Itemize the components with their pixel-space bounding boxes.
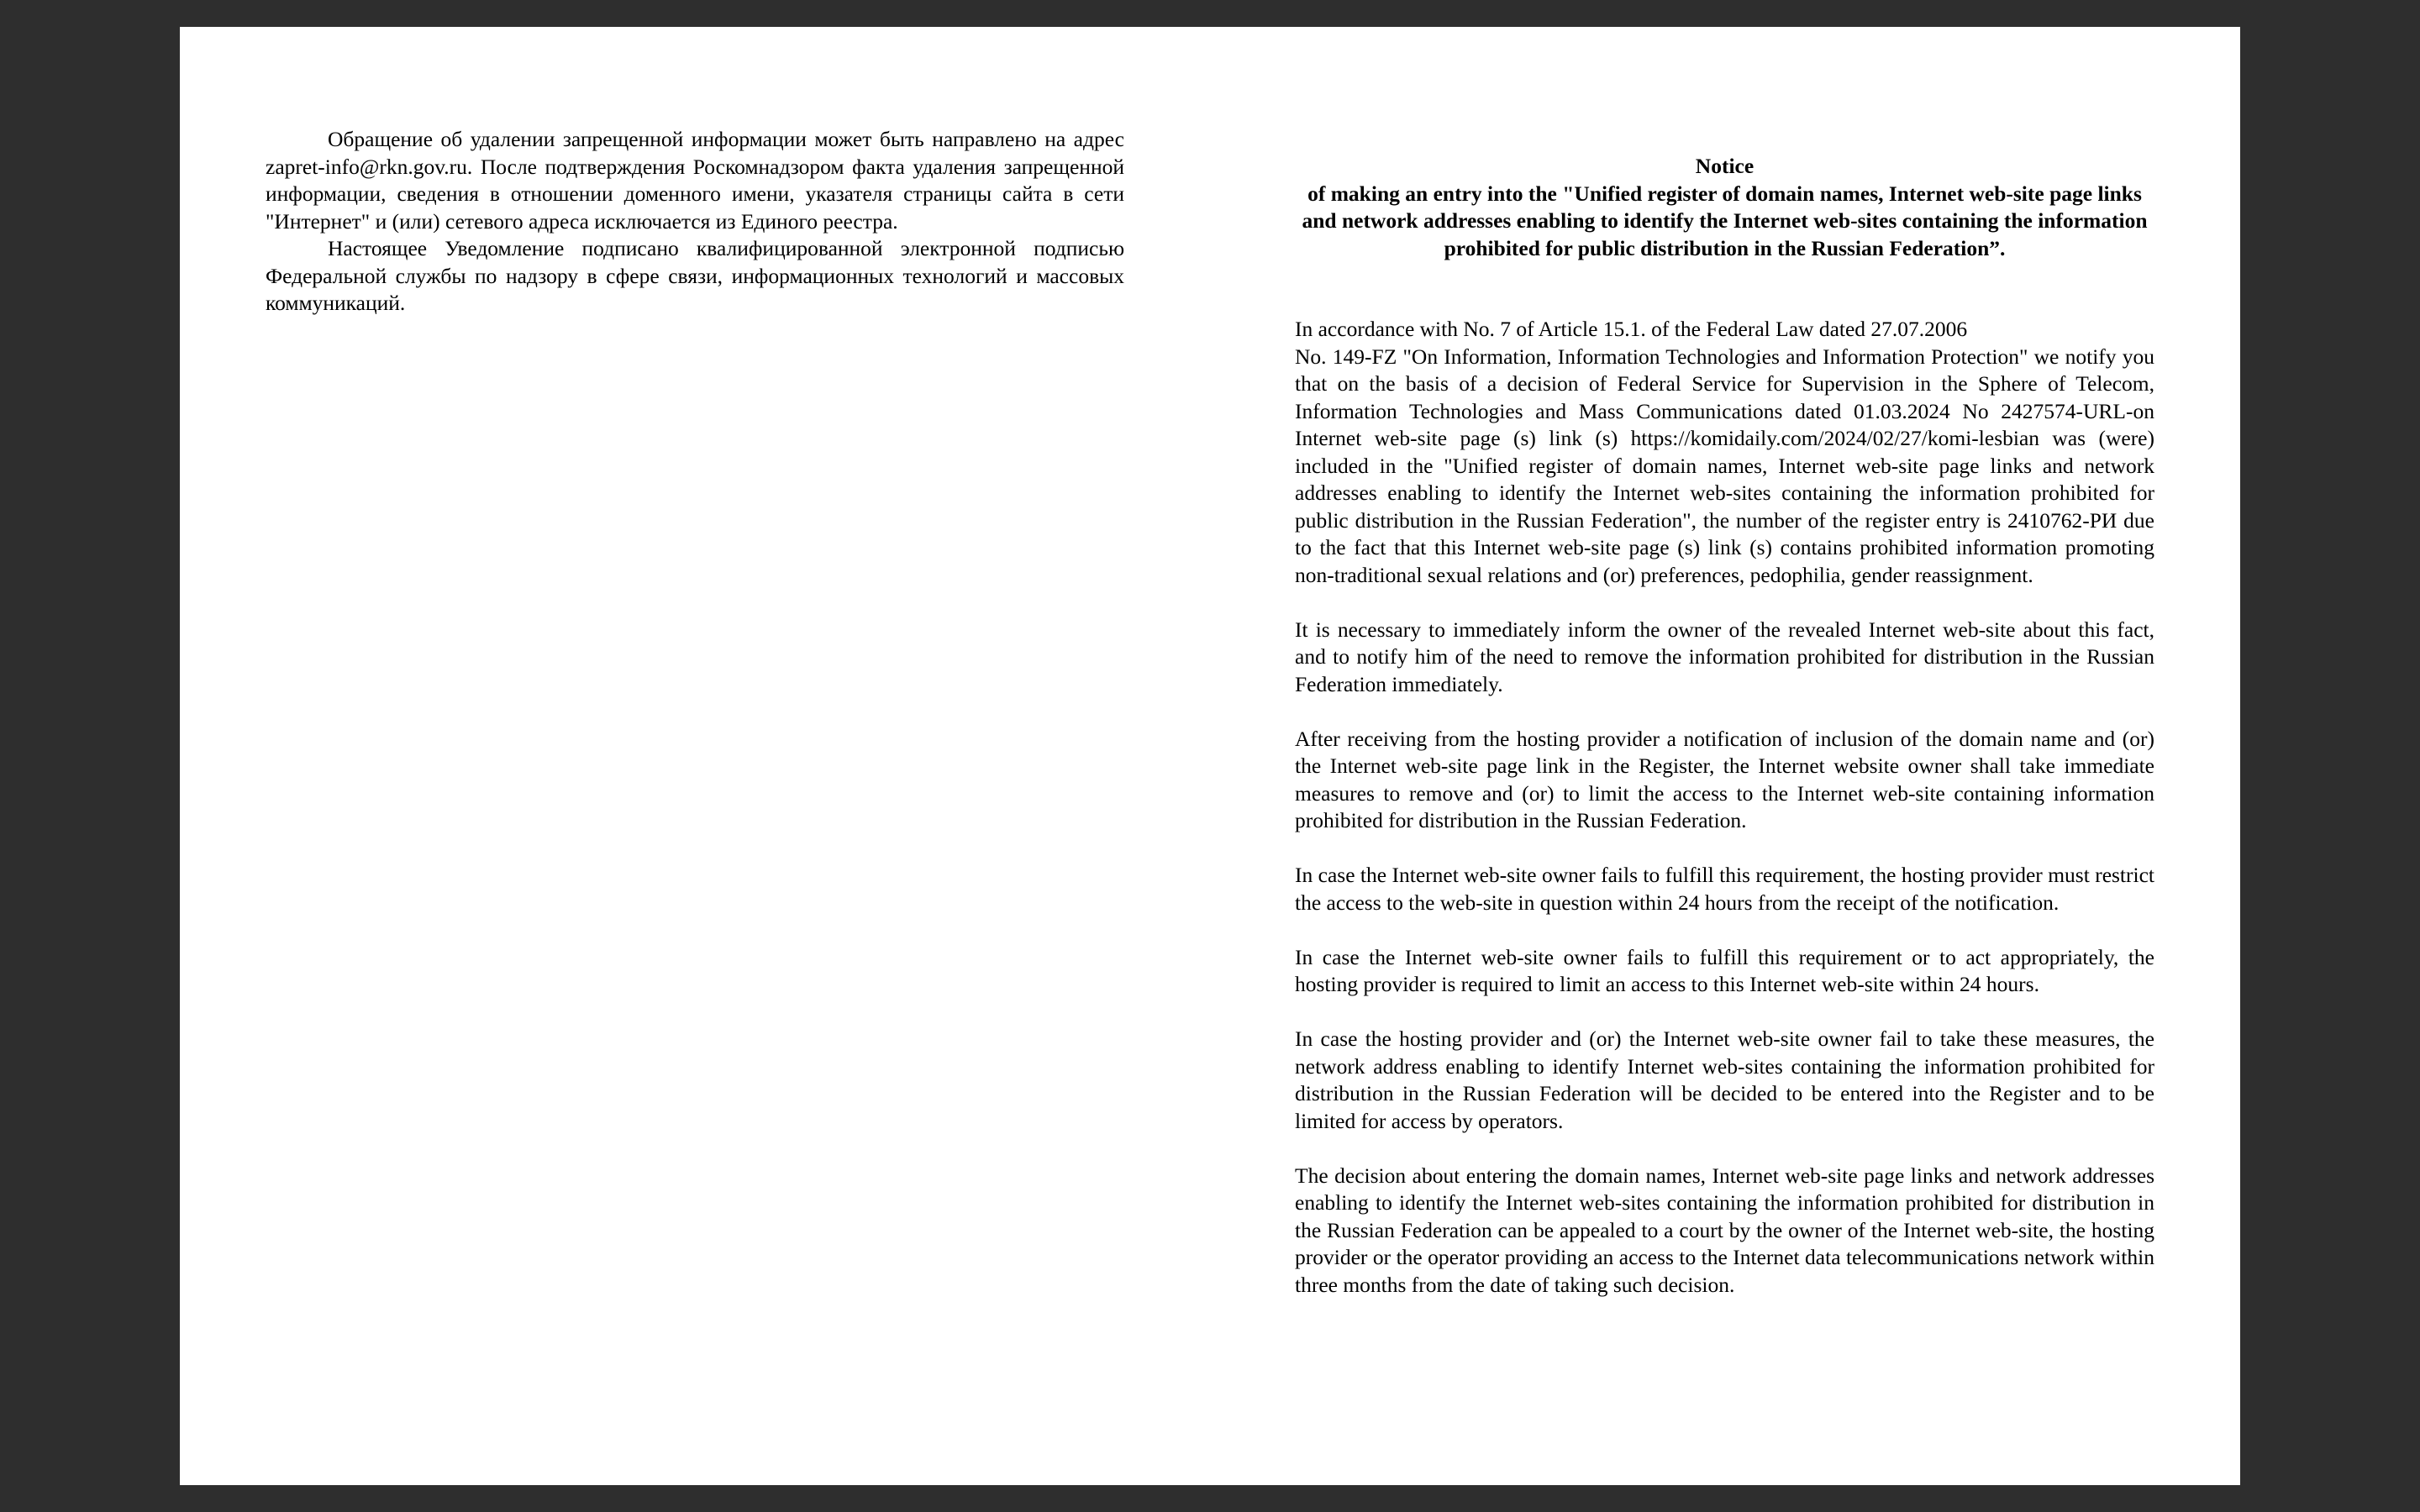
right-paragraph-1-intro: In accordance with No. 7 of Article 15.1. of the Federal Law dated 27.07.2006	[1295, 317, 1968, 341]
notice-title-block	[1295, 153, 2154, 262]
right-paragraph-7: The decision about entering the domain names, Internet web-site page links and network addresses enabling to identify the Internet web-sites containing the information prohibited for distribution in the Russian Federation can be appealed to a court by the owner of the Internet web-site, the hosting provider or the operator providing an access to the Internet data telecommunications network within three months from the date of taking such decision.	[1295, 1163, 2154, 1297]
left-page-text	[266, 126, 1124, 318]
notice-title: Notice	[1695, 154, 1754, 178]
left-paragraph-1: Обращение об удалении запрещенной информации может быть направлено на адрес zapret-info@rkn.gov.ru. После подтверждения Роскомнадзором факта удаления запрещенной информации, сведения в отношении доменного имени, указателя страницы сайта в сети "Интернет" и (или) сетевого адреса исключается из Единого реестра.	[266, 127, 1124, 234]
right-paragraph-1	[1295, 316, 2154, 589]
right-paragraph-3: After receiving from the hosting provider a notification of inclusion of the domain name and (or) the Internet web-site page link in the Register, the Internet website owner shall take immediate measures to remove and (or) to limit the access to the Internet web-site containing information prohibited for distribution in the Russian Federation.	[1295, 726, 2154, 832]
notice-subtitle: of making an entry into the "Unified register of domain names, Internet web-site page links and network addresses enabling to identify the Internet web-sites containing the information prohibited for public distribution in the Russian Federation”.	[1302, 181, 2148, 260]
right-page-text	[1295, 153, 2154, 1326]
right-paragraph-5: In case the Internet web-site owner fails to fulfill this requirement or to act appropriately, the hosting provider is required to limit an access to this Internet web-site within 24 hours.	[1295, 944, 2154, 996]
left-paragraph-2: Настоящее Уведомление подписано квалифицированной электронной подписью Федеральной службы по надзору в сфере связи, информационных технологий и массовых коммуникаций.	[266, 236, 1124, 315]
right-paragraph-4: In case the Internet web-site owner fails to fulfill this requirement, the hosting provider must restrict the access to the web-site in question within 24 hours from the receipt of the notification.	[1295, 863, 2154, 915]
right-paragraph-6: In case the hosting provider and (or) the Internet web-site owner fail to take these measures, the network address enabling to identify Internet web-sites containing the information prohibited for distribution in the Russian Federation will be decided to be entered into the Register and to be limited for access by operators.	[1295, 1026, 2154, 1133]
right-paragraph-2: It is necessary to immediately inform the owner of the revealed Internet web-site about this fact, and to notify him of the need to remove the information prohibited for distribution in the Russian Federation immediately.	[1295, 617, 2154, 696]
right-paragraph-1-body: No. 149-FZ "On Information, Information Technologies and Information Protection" we notify you that on the basis of a decision of Federal Service for Supervision in the Sphere of Telecom, Information Technologies and Mass Communications dated 01.03.2024 No 2427574-URL-on Internet web-site page (s) link (s) https://komidaily.com/2024/02/27/komi-lesbian was (were) included in the "Unified register of domain names, Internet web-site page links and network addresses enabling to identify the Internet web-sites containing the information prohibited for public distribution in the Russian Federation", the number of the register entry is 2410762-РИ due to the fact that this Internet web-site page (s) link (s) contains prohibited information promoting non-traditional sexual relations and (or) preferences, pedophilia, gender reassignment.	[1295, 344, 2154, 587]
